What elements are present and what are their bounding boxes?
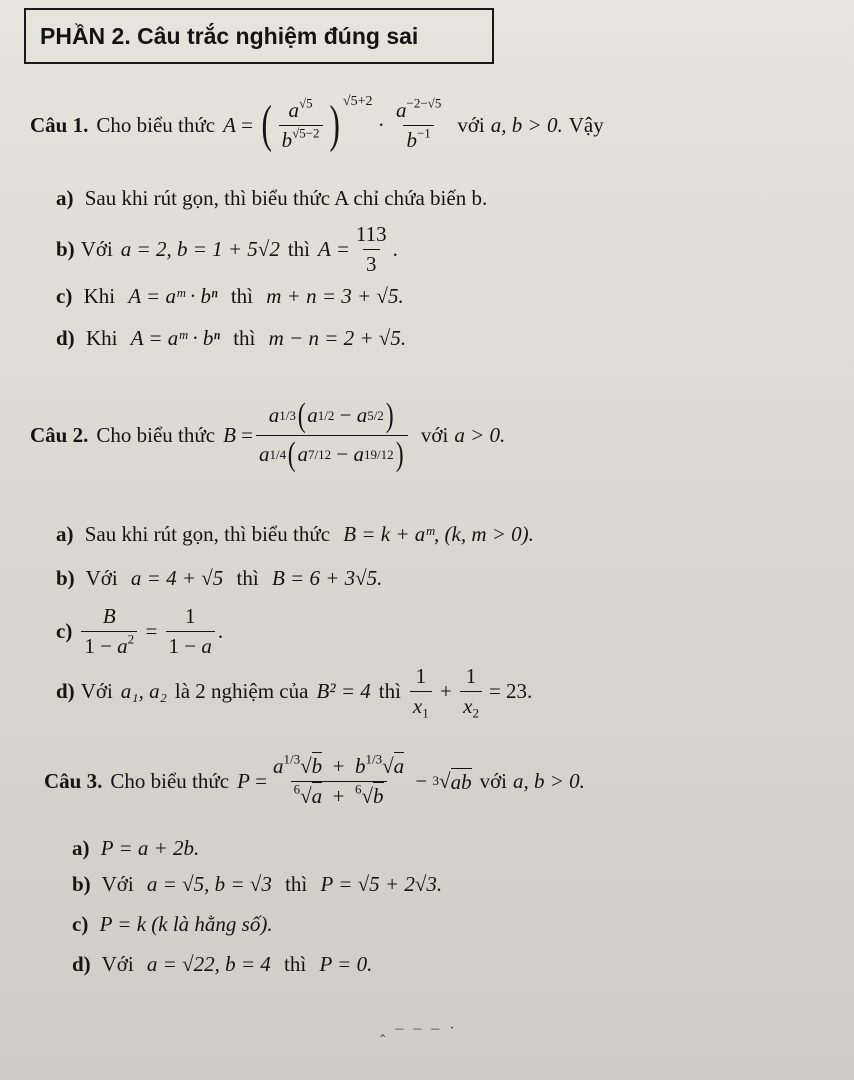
option-math: P = k (k là hằng số). [99, 912, 273, 936]
option-math: a = √5, b = √3 [146, 872, 272, 896]
question-3-option-c[interactable] [72, 912, 273, 937]
footer-mark: ‸ – – – · [380, 1020, 458, 1037]
option-label: b) [56, 237, 75, 261]
question-3-option-a[interactable] [72, 836, 199, 861]
question-1-formula: A = ( $\frac{a^{√5}}{b^{√5-2}}$ ) √5+2 · $\frac{a^{-2-√5}}{b^{-1}}$ [223, 93, 442, 153]
option-fraction [353, 222, 390, 277]
option-label: a) [56, 522, 74, 546]
question-1-cond-after: Vậy [568, 112, 604, 137]
option-label: d) [56, 679, 75, 703]
option-mid: thì [233, 326, 256, 350]
question-1-option-c[interactable] [56, 284, 404, 309]
question-1-lead: Cho biểu thức [96, 112, 216, 137]
question-2-condition: a > 0. [454, 422, 506, 447]
question-2-option-a[interactable] [56, 522, 534, 547]
question-3-option-d[interactable] [72, 952, 372, 977]
option-math-2: P = √5 + 2√3. [320, 872, 443, 896]
question-2-formula: B = a 1/3 ( a 1/2 − a 5/2 ) a 1/4 ( a 7/12 − a 19/12 ) [223, 399, 411, 472]
option-mid: là 2 nghiệm của [174, 679, 309, 703]
option-math: a₁, a₂ [120, 679, 167, 703]
option-pre: Với [85, 566, 118, 590]
fraction-denominator: 3 [363, 249, 380, 277]
question-2-tail: với [420, 422, 449, 447]
option-pre: Khi [83, 284, 116, 308]
option-pre: Với [101, 952, 134, 976]
option-end: . [392, 237, 398, 261]
question-2-option-d[interactable] [56, 664, 532, 719]
option-label: b) [72, 872, 91, 896]
option-rhs: = 23. [488, 679, 533, 703]
option-math-2: P = 0. [319, 952, 373, 976]
option-mid: thì [284, 952, 307, 976]
option-label: b) [56, 566, 75, 590]
question-3-condition: a, b > 0. [513, 768, 585, 793]
option-pre: Với [80, 679, 113, 703]
option-mid: thì [230, 284, 253, 308]
question-1-condition: a, b > 0. [490, 112, 563, 137]
question-1-option-d[interactable] [56, 326, 406, 351]
question-1-option-b[interactable] [56, 222, 398, 277]
question-3-tail: với [479, 768, 508, 793]
option-label: a) [72, 836, 90, 860]
option-pre: Với [80, 237, 113, 261]
option-label: c) [56, 619, 73, 643]
option-mid: thì [287, 237, 311, 261]
option-lhs: A = [318, 237, 350, 261]
question-1-tail: với [457, 112, 485, 137]
option-label: d) [72, 952, 91, 976]
option-math: $\frac{B}{1 - a^2}$ = $\frac{1}{1 - a}$ [78, 604, 218, 659]
question-2-option-c[interactable] [56, 604, 223, 659]
option-label: d) [56, 326, 75, 350]
question-3-option-b[interactable] [72, 872, 442, 897]
option-label: c) [72, 912, 89, 936]
option-label: c) [56, 284, 73, 308]
option-math-2: B² = 4 [316, 679, 371, 703]
question-3-lead: Cho biểu thức [110, 768, 230, 793]
option-text: Sau khi rút gọn, thì biểu thức A chỉ chứa biến b. [84, 186, 488, 210]
option-math: A = aᵐ · bⁿ [128, 284, 218, 308]
section-title [24, 8, 494, 64]
option-math: a = 2, b = 1 + 5√2 [120, 237, 280, 261]
option-math: a = √22, b = 4 [146, 952, 271, 976]
option-math: B = k + aᵐ, (k, m > 0). [343, 522, 534, 546]
option-math-2: B = 6 + 3√5. [271, 566, 383, 590]
fraction-numerator: 113 [355, 222, 387, 246]
question-2-lead: Cho biểu thức [96, 422, 216, 447]
question-3-label: Câu 3. [44, 768, 103, 793]
option-mid: thì [236, 566, 259, 590]
option-text: Sau khi rút gọn, thì biểu thức [84, 522, 331, 546]
option-math: A = aᵐ · bⁿ [130, 326, 220, 350]
option-math: a = 4 + √5 [130, 566, 224, 590]
option-math-2: m + n = 3 + √5. [266, 284, 404, 308]
question-1-option-a[interactable] [56, 186, 487, 211]
option-math-2: m − n = 2 + √5. [268, 326, 407, 350]
option-end: . [217, 619, 224, 643]
question-2-stem [30, 370, 505, 500]
option-label: a) [56, 186, 74, 210]
option-sum-formula: $\frac{1}{x_1}$ + $\frac{1}{x_2}$ [407, 664, 485, 719]
question-2-option-b[interactable] [56, 566, 382, 591]
question-2-label: Câu 2. [30, 422, 89, 447]
question-3-stem [44, 738, 585, 824]
option-mid-2: thì [378, 679, 401, 703]
option-mid: thì [285, 872, 308, 896]
question-3-formula: P = $\frac{a^{1/3}√b + b^{1/3}√a}{^6√a + ^6√b}$ − 3 √ ab [237, 750, 472, 808]
option-math: P = a + 2b. [100, 836, 200, 860]
question-1-label: Câu 1. [30, 112, 89, 137]
option-pre: Khi [85, 326, 118, 350]
option-pre: Với [101, 872, 134, 896]
section-title-text: PHẦN 2. Câu trắc nghiệm đúng sai [40, 22, 419, 49]
question-1-stem [30, 88, 604, 162]
